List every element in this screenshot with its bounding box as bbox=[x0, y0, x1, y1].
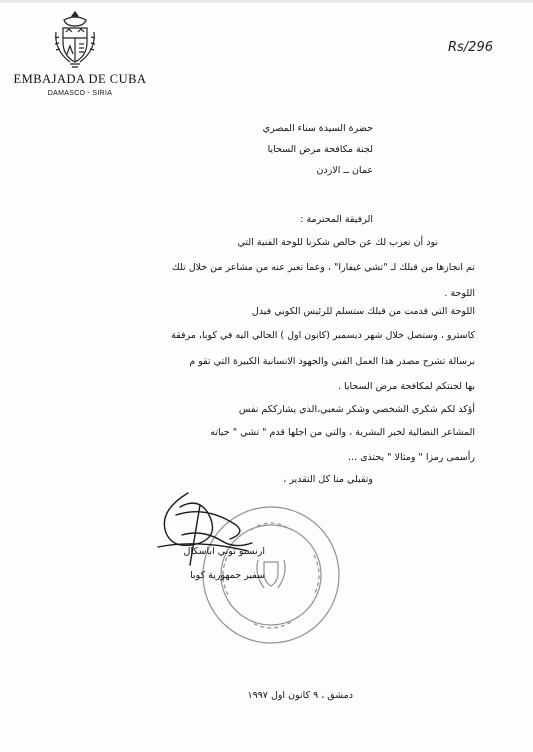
body-line: برسالة تشرح مصدر هذا العمل الفني والجهود الانسانية الكبيرة التي تقو م bbox=[189, 356, 475, 367]
body-line: المشاعر النضالية لخير البشرية ، والتي من اجلها قدم " تشي " حياته bbox=[210, 427, 475, 438]
embassy-name: EMBAJADA DE CUBA bbox=[13, 72, 147, 86]
scan-edge bbox=[0, 0, 533, 3]
body-line: أؤكد لكم شكري الشخصي وشكر شعبي،الذي يشارككم نفس bbox=[238, 404, 475, 415]
signatory-name: ارنستو توني اباسكال bbox=[183, 546, 265, 557]
body-line: اللوحة التي قدمت من قبلك ستسلم للرئيس الكوبي فيدل bbox=[251, 306, 475, 317]
closing-line: وتقبلي منا كل التقدير ، bbox=[283, 474, 373, 485]
recipient-committee: لجنة مكافحة مرض السحايا bbox=[267, 144, 373, 155]
body-line: اللوحة . bbox=[444, 288, 475, 299]
letter-date: دمشق ، ٩ كانون اول ١٩٩٧ bbox=[247, 690, 353, 701]
signatory-title: سفير جمهورية كوبا bbox=[190, 570, 265, 581]
body-line: تم انجازها من قبلك لـ "تشي غيفارا" ، وعما تعبر عنه من مشاعر من خلال تلك bbox=[171, 262, 475, 273]
recipient-name: حضرة السيدة سناء المصري bbox=[262, 123, 373, 134]
cuba-coat-of-arms-icon bbox=[50, 8, 100, 70]
salutation: الرفيقة المحترمة : bbox=[300, 214, 373, 225]
recipient-city: عمان ــ الاردن bbox=[316, 165, 373, 176]
body-line: رأسمى رمزا " ومثالا " يحتذى ... bbox=[348, 452, 475, 463]
reference-number: Rs/296 bbox=[448, 40, 493, 55]
body-line: كاسترو ، وستصل خلال شهر ديسمبر (كانون اول ) الحالي اليه في كوبا، مرفقة bbox=[171, 330, 475, 341]
body-line: نود أن نعرب لك عن خالص شكرنا للوحة الفنية التي bbox=[237, 237, 438, 248]
body-line: بها لجنتكم لمكافحة مرض السحايا . bbox=[337, 381, 475, 392]
embassy-city: DAMASCO - SIRIA bbox=[47, 90, 113, 97]
